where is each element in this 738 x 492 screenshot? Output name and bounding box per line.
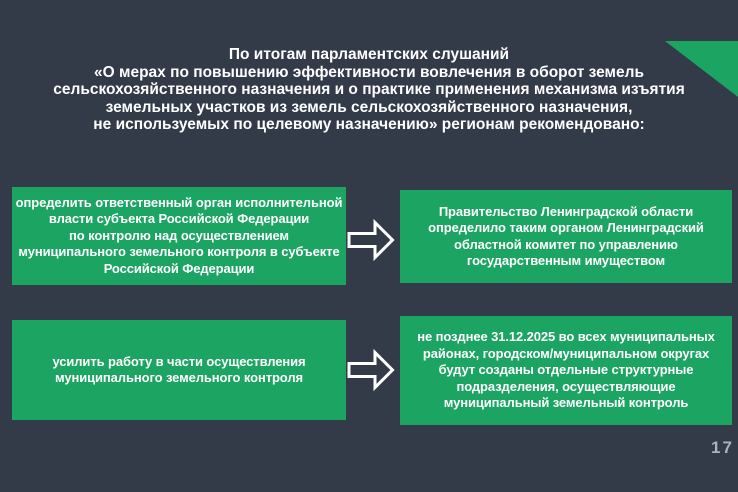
box-text-line: подразделения, осуществляющие [456,378,676,394]
box-text-line: будут созданы отдельные структурные [438,362,694,378]
box-text-line: Российской Федерации [103,260,255,276]
arrow-right-icon [347,350,395,390]
box-text-line: государственным имуществом [466,253,666,268]
box-text-line: муниципального земельного контроля [55,370,303,385]
box-text-line: не позднее 31.12.2025 во всех муниципальных [417,329,715,345]
box-text-line: определить ответственный орган исполнительной [15,194,343,210]
result-box-1 [400,190,732,283]
slide-title-line: не используемых по целевому назначению» регионам рекомендовано: [93,116,645,133]
slide-title-line: земельных участков из земель сельскохозяйственного назначения, [105,98,633,116]
box-text-line: районах, городском/муниципальном округах [422,345,710,361]
slide-title-line: сельскохозяйственного назначения и о практике применения механизма изъятия [53,81,685,98]
box-text-line: Правительство Ленинградской области [438,203,694,219]
box-text-line: усилить работу в части осуществления [52,353,306,369]
box-text-line: муниципального земельного контроля в субъекте [18,244,340,260]
box-text-line: муниципальный земельный контроль [443,395,689,411]
box-text-line: власти субъекта Российской Федерации [48,211,310,227]
arrow-right-icon [347,220,395,260]
box-text-line: по контролю над осуществлением [69,227,289,243]
slide-title [0,46,738,134]
result-box-2 [400,316,732,425]
recommendation-box-2 [12,320,346,420]
box-text-line: определило таким органом Ленинградский [428,220,704,235]
slide-title-line: «О мерах по повышению эффективности вовлечения в оборот земель [94,63,644,81]
box-text-line: областной комитет по управлению [454,236,678,252]
page-number [711,438,737,457]
recommendation-box-1 [12,187,346,285]
page-number-value: 17 [711,438,734,457]
slide-title-line: По итогам парламентских слушаний [228,46,510,63]
